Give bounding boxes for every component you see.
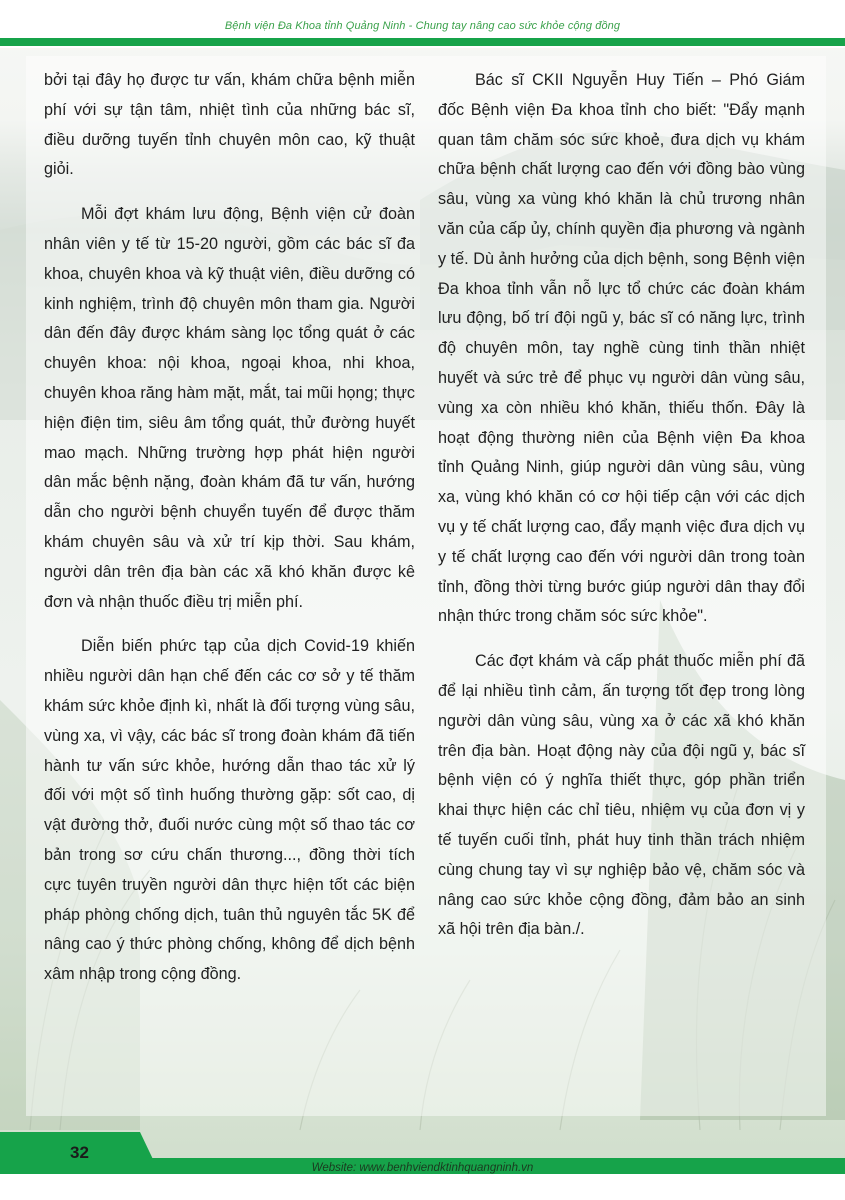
article-paragraph: bởi tại đây họ được tư vấn, khám chữa bệnh miễn phí với sự tận tâm, nhiệt tình của những bác sĩ, điều dưỡng tuyến tỉnh chuyên môn cao, kỹ thuật giỏi. bbox=[44, 71, 415, 179]
footer-strip bbox=[0, 1174, 845, 1200]
article-paragraph: Mỗi đợt khám lưu động, Bệnh viện cử đoàn nhân viên y tế từ 15-20 người, gồm các bác sĩ đa khoa, chuyên khoa và kỹ thuật viên, điều dưỡng có kinh nghiệm, trình độ chuyên môn tham gia. Người dân đến đây được khám sàng lọc tổng quát ở các chuyên khoa: nội khoa, ngoại khoa, nhi khoa, chuyên khoa răng hàm mặt, mắt, tai mũi họng; thực hiện điện tim, siêu âm tổng quát, thử đường huyết mao mạch. Những trường hợp phát hiện người dân mắc bệnh nặng, đoàn khám đã tư vấn, hướng dẫn cho người bệnh chuyển tuyến để được thăm khám chuyên sâu và xử trí kịp thời. Sau khám, người dân trên địa bàn các xã khó khăn được kê đơn và nhận thuốc điều trị miễn phí. bbox=[44, 205, 415, 611]
article-paragraph: Diễn biến phức tạp của dịch Covid-19 khiến nhiều người dân hạn chế đến các cơ sở y tế thăm khám sức khỏe định kì, nhất là đối tượng vùng sâu, vùng xa, vì vậy, các bác sĩ trong đoàn khám đã tiến hành tư vấn sức khỏe, hướng dẫn thao tác xử lý đối với một số tình huống thường gặp: sốt cao, dị vật đường thở, đuối nước cùng một số thao tác cơ bản trong sơ cứu chấn thương..., đồng thời tích cực tuyên truyền người dân thực hiện tốt các biện pháp phòng chống dịch, tuân thủ nguyên tắc 5K để nâng cao ý thức phòng chống, không để dịch bệnh xâm nhập trong cộng đồng. bbox=[44, 637, 415, 984]
header-divider bbox=[0, 38, 845, 46]
article-paragraph: Các đợt khám và cấp phát thuốc miễn phí đã để lại nhiều tình cảm, ấn tượng tốt đẹp trong lòng người dân vùng sâu, vùng xa ở các xã khó khăn trên địa bàn. Hoạt động này của đội ngũ y, bác sĩ bệnh viện có ý nghĩa thiết thực, góp phần triển khai thực hiện các chỉ tiêu, nhiệm vụ của đơn vị y tế tuyến cuối tỉnh, phát huy tinh thần trách nhiệm cùng chung tay vì sự nghiệp bảo vệ, chăm sóc và nâng cao sức khỏe cộng đồng, đảm bảo an sinh xã hội trên địa bàn./. bbox=[438, 652, 805, 939]
header-title: Bệnh viện Đa Khoa tỉnh Quảng Ninh - Chung tay nâng cao sức khỏe cộng đồng bbox=[224, 20, 621, 32]
article-left-column bbox=[44, 66, 415, 990]
article-paragraph: Bác sĩ CKII Nguyễn Huy Tiến – Phó Giám đốc Bệnh viện Đa khoa tỉnh cho biết: "Đẩy mạnh quan tâm chăm sóc sức khoẻ, đưa dịch vụ khám chữa bệnh chất lượng cao đến với đồng bào vùng sâu, vùng xa vùng khó khăn là chủ trương nhân văn của cấp ủy, chính quyền địa phương và ngành y tế. Dù ảnh hưởng của dịch bệnh, song Bệnh viện Đa khoa tỉnh vẫn nỗ lực tổ chức các đoàn khám lưu động, bố trí đội ngũ y, bác sĩ có năng lực, trình độ chuyên môn, tay nghề cùng tinh thần nhiệt huyết và sức trẻ để phục vụ người dân vùng sâu, vùng xa còn nhiều khó khăn, thiếu thốn. Đây là hoạt động thường niên của Bệnh viện Đa khoa tỉnh Quảng Ninh, giúp người dân vùng sâu, vùng xa, vùng khó khăn có cơ hội tiếp cận với các dịch vụ y tế chất lượng cao, đẩy mạnh việc đưa dịch vụ y tế chất lượng cao đến với người dân trong toàn tỉnh, đồng thời từng bước giúp người dân thay đổi nhận thức trong chăm sóc sức khỏe". bbox=[438, 71, 805, 626]
page-number: 32 bbox=[70, 1143, 89, 1162]
article-right-column bbox=[438, 66, 805, 945]
page-header bbox=[0, 0, 845, 48]
footer-website: Website: www.benhviendktinhquangninh.vn bbox=[311, 1162, 534, 1174]
